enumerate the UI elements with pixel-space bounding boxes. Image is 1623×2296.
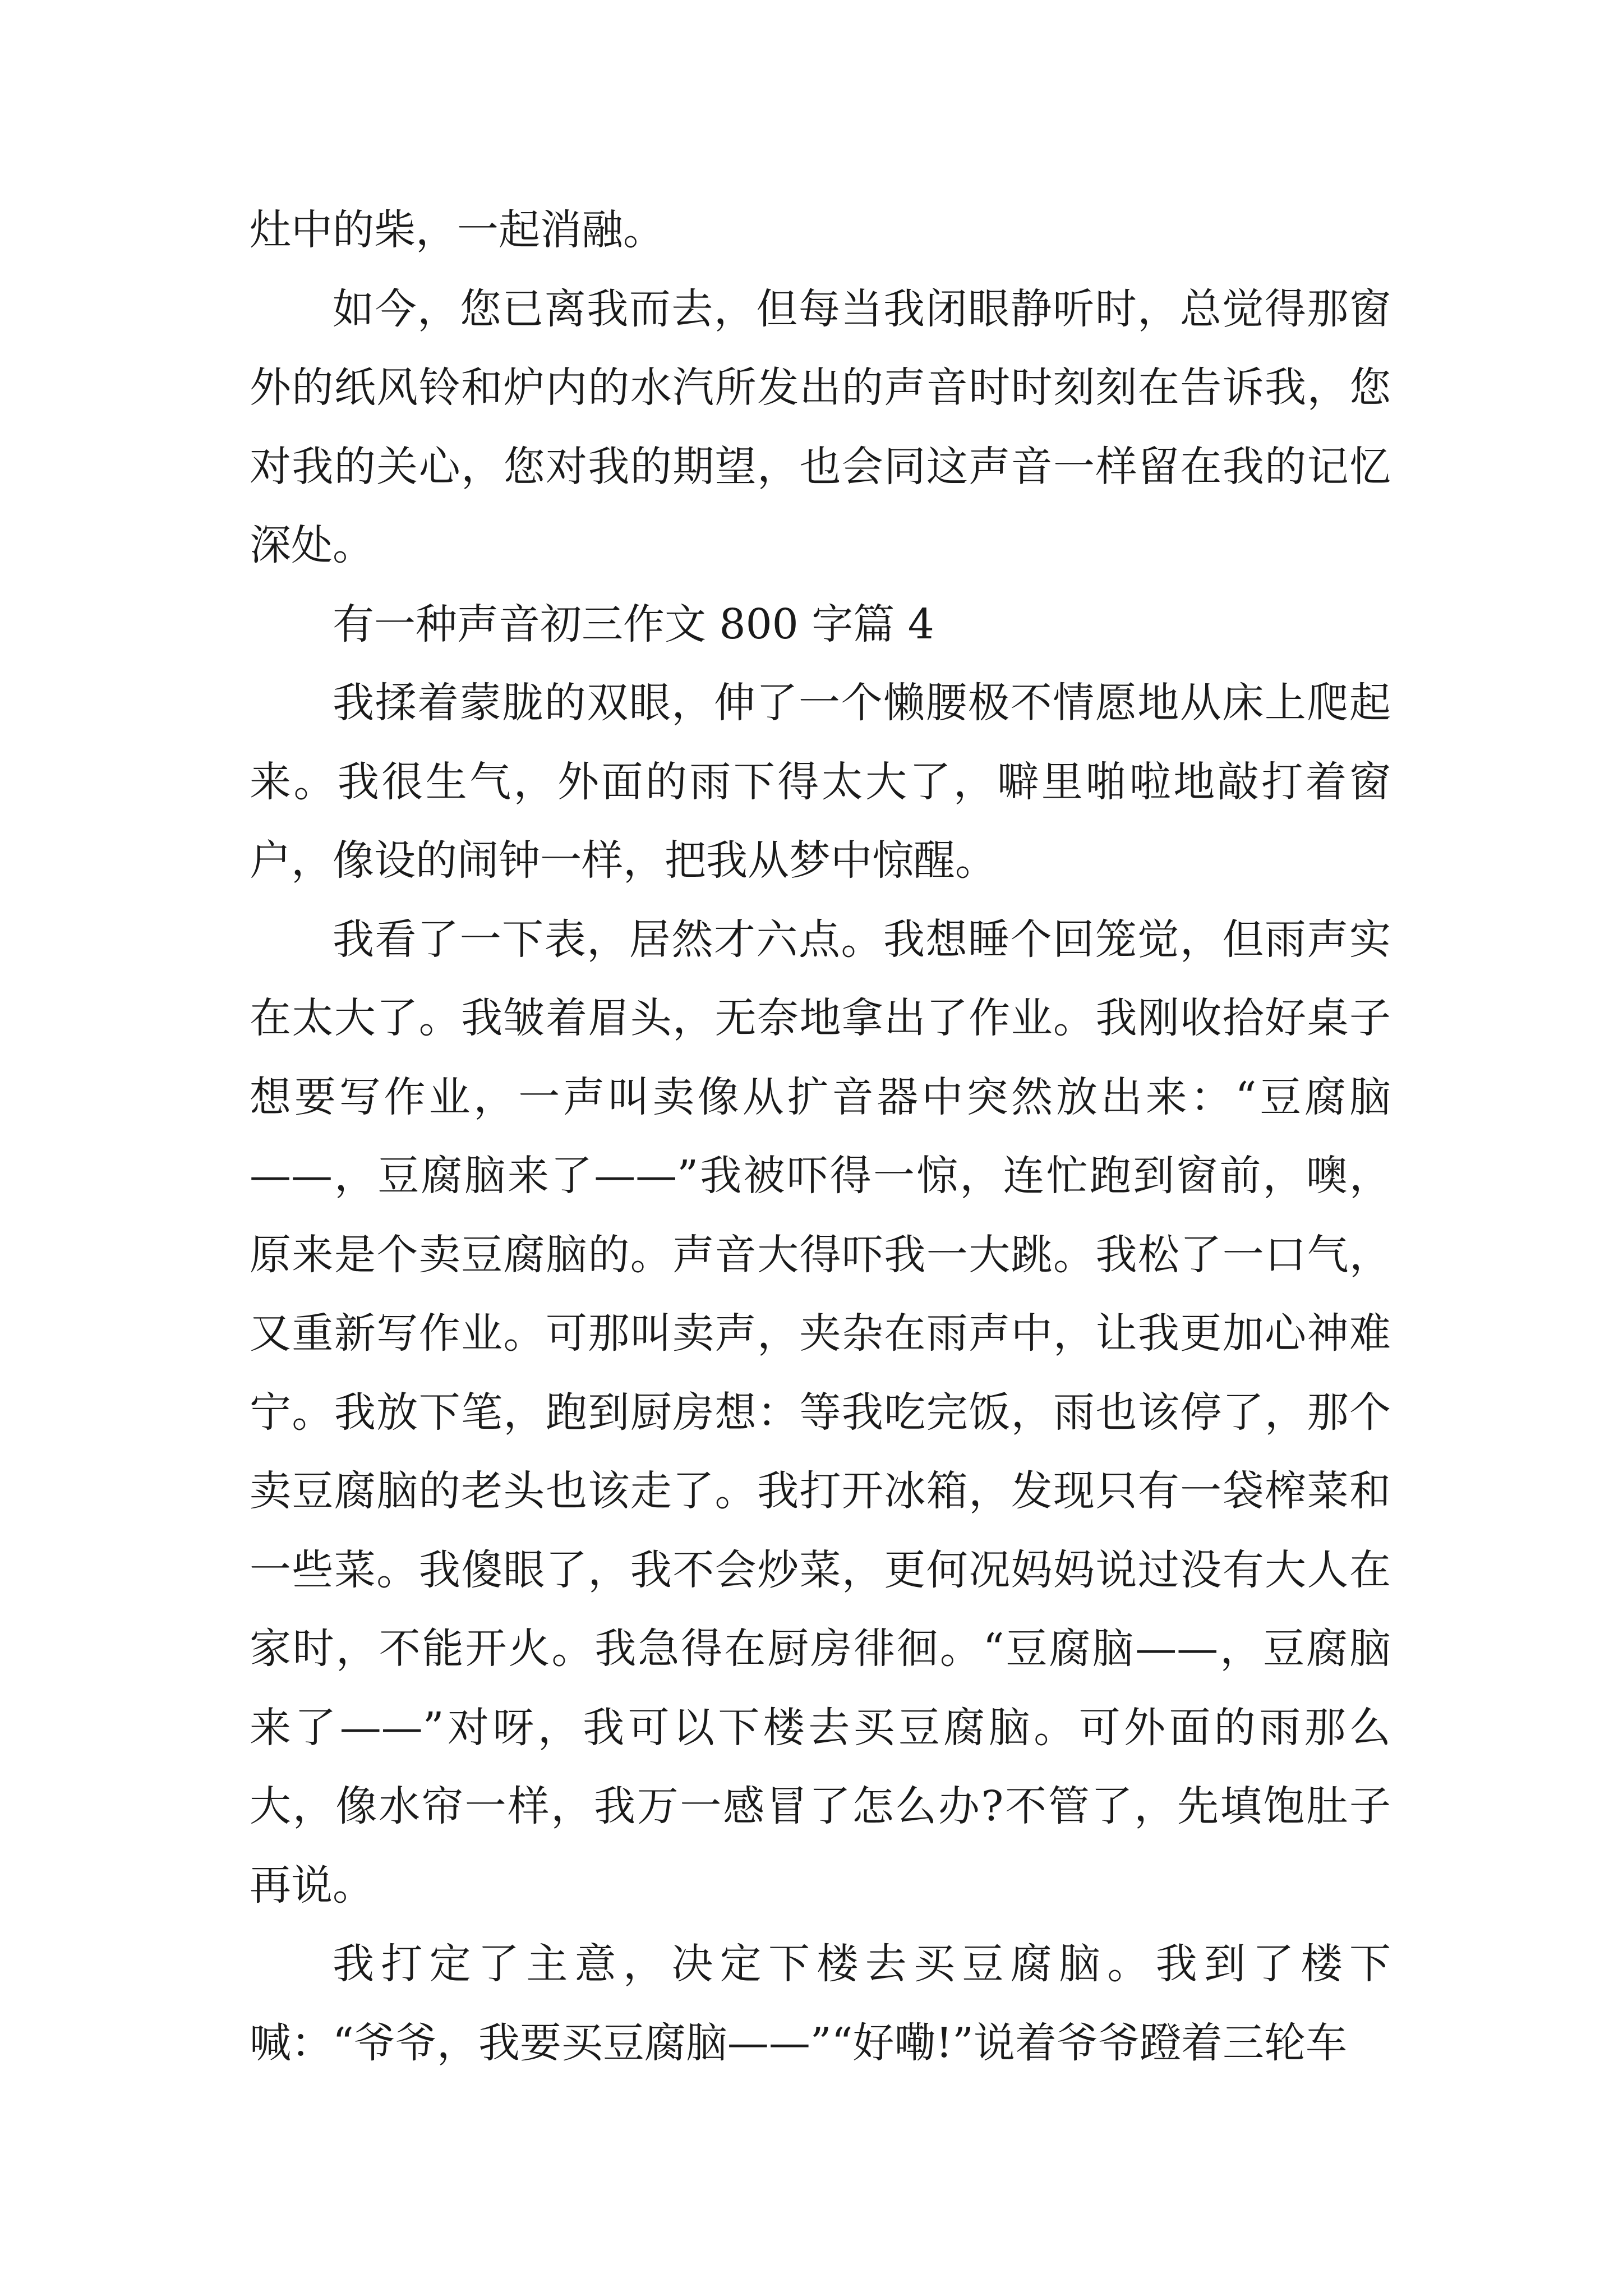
paragraph: 我揉着蒙胧的双眼，伸了一个懒腰极不情愿地从床上爬起来。我很生气，外面的雨下得太大了，噼里啪啦地敲打着窗户，像设的闹钟一样，把我从梦中惊醒。 xyxy=(250,679,1391,885)
paragraph: 我看了一下表，居然才六点。我想睡个回笼觉，但雨声实在太大了。我皱着眉头，无奈地拿出了作业。我刚收拾好桌子想要写作业，一声叫卖像从扩音器中突然放出来：“豆腐脑——，豆腐脑来了——”我被吓得一惊，连忙跑到窗前，噢，原来是个卖豆腐脑的。声音大得吓我一大跳。我松了一口气，又重新写作业。可那叫卖声，夹杂在雨声中，让我更加心神难宁。我放下笔，跑到厨房想：等我吃完饭，雨也该停了，那个卖豆腐脑的老头也该走了。我打开冰箱，发现只有一袋榨菜和一些菜。我傻眼了，我不会炒菜，更何况妈妈说过没有大人在家时，不能开火。我急得在厨房徘徊。“豆腐脑——，豆腐脑来了——”对呀，我可以下楼去买豆腐脑。可外面的雨那么大，像水帘一样，我万一感冒了怎么办?不管了，先填饱肚子再说。 xyxy=(250,915,1391,1910)
paragraph: 我打定了主意，决定下楼去买豆腐脑。我到了楼下喊：“爷爷，我要买豆腐脑——”“好嘞!”说着爷爷蹬着三轮车 xyxy=(250,1940,1391,2067)
paragraph-continued: 灶中的柴，一起消融。 xyxy=(250,206,665,254)
article-body xyxy=(250,191,1391,2082)
section-heading: 有一种声音初三作文 800 字篇 4 xyxy=(333,600,934,648)
paragraph: 如今，您已离我而去，但每当我闭眼静听时，总觉得那窗外的纸风铃和炉内的水汽所发出的声音时时刻刻在告诉我，您对我的关心，您对我的期望，也会同这声音一样留在我的记忆深处。 xyxy=(250,284,1391,569)
